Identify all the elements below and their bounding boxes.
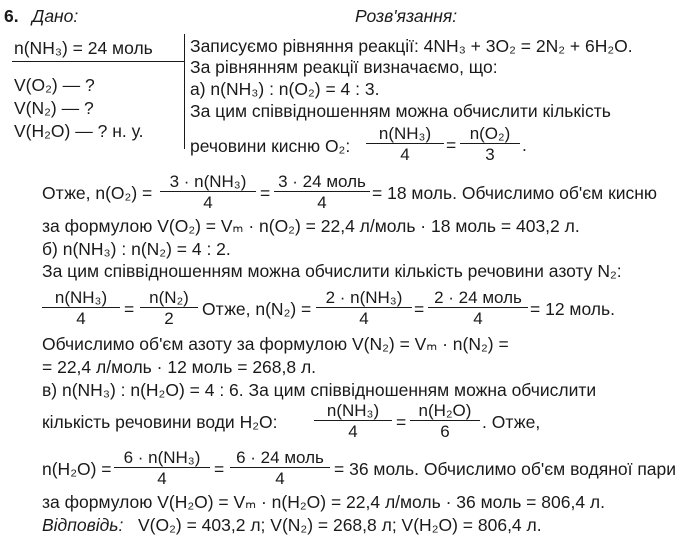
fraction: $\frac{\text{n(N₂)}}{2}$ (140, 288, 198, 328)
answer-text: V(O₂) = 403,2 л; V(N₂) = 268,8 л; V(H₂O) = 806,4 л. (138, 515, 542, 535)
fraction: $\frac{\text{n(H₂O)}}{6}$ (410, 401, 480, 441)
text-line: за формулою V(H₂O) = Vₘ · n(H₂O) = 22,4 л/моль · 36 моль = 806,4 л. (42, 492, 605, 512)
text-line: а) n(NH₃) : n(O₂) = 4 : 3. (190, 79, 380, 99)
fraction: $\frac{\text{n(NH₃)}}{4}$ (314, 401, 392, 441)
fraction: $\frac{\text{2 · n(NH₃)}}{4}$ (316, 288, 412, 328)
find-item: V(H₂O) — ? н. у. (14, 121, 144, 141)
text-line: в) n(NH₃) : n(H₂O) = 4 : 6. За цим співвідношенням можна обчислити (42, 380, 597, 400)
given-title: Дано: (32, 6, 79, 26)
text-line: За цим співвідношенням можна обчислити кількість (190, 101, 611, 121)
fraction: $\frac{\text{n(NH₃)}}{4}$ (366, 124, 444, 164)
text-line: = 22,4 л/моль · 12 моль = 268,8 л. (42, 357, 317, 377)
fraction: 3 · 24 моль 4 (274, 172, 370, 212)
find-item: V(O₂) — ? (14, 75, 95, 95)
equals-sign: = (446, 135, 457, 155)
fraction: 2 · 24 моль 4 (428, 288, 528, 328)
text-line: б) n(NH₃) : n(N₂) = 4 : 2. (42, 239, 231, 259)
text-line: = 18 моль. Обчислимо об'єм кисню (372, 183, 658, 203)
answer-label: Відповідь: (42, 515, 124, 535)
solution-title: Розв'язання: (355, 6, 458, 26)
fraction: $\frac{\text{n(O₂)}}{3}$ (460, 124, 520, 164)
find-item: V(N₂) — ? (14, 98, 94, 118)
problem-number: 6. (4, 6, 19, 26)
fraction: 6 · 24 моль 4 (230, 448, 330, 488)
equals-sign: = (260, 183, 271, 203)
equals-sign: = (414, 299, 425, 319)
text-line: За цим співвідношенням можна обчислити кількість речовини азоту N₂: (42, 261, 622, 281)
text-line: Записуємо рівняння реакції: 4NH₃ + 3O₂ = 2N₂ + 6H₂O. (190, 36, 633, 56)
text-line: Отже, n(N₂) = (202, 299, 312, 319)
fraction: $\frac{\text{6 · n(NH₃)}}{4}$ (114, 448, 210, 488)
text-line: Обчислимо об'єм азоту за формулою V(N₂) = Vₘ · n(N₂) = (42, 334, 509, 354)
text-line: Отже, n(O₂) = (42, 183, 153, 203)
text-line: за формулою V(O₂) = Vₘ · n(O₂) = 22,4 л/моль · 18 моль = 403,2 л. (42, 216, 580, 236)
given-amount: n(NH₃) = 24 моль (14, 38, 153, 58)
equals-sign: = (214, 459, 225, 479)
text-line: = 36 моль. Обчислимо об'єм водяної пари (334, 459, 677, 479)
given-divider (12, 61, 184, 62)
text-line: За рівнянням реакції визначаємо, що: (190, 57, 498, 77)
text-line: речовини кисню O₂: (190, 136, 351, 156)
period: . (522, 135, 527, 155)
fraction: $\frac{\text{n(NH₃)}}{4}$ (42, 288, 120, 328)
text-line: n(H₂O) = (42, 459, 112, 479)
equals-sign: = (124, 299, 135, 319)
text-line: . Отже, (482, 412, 541, 432)
equals-sign: = (396, 412, 407, 432)
text-line: = 12 моль. (530, 299, 615, 319)
fraction: $\frac{\text{3 · n(NH₃)}}{4}$ (160, 172, 256, 212)
given-vertical-divider (184, 34, 185, 149)
text-line: кількість речовини води H₂O: (42, 412, 278, 432)
